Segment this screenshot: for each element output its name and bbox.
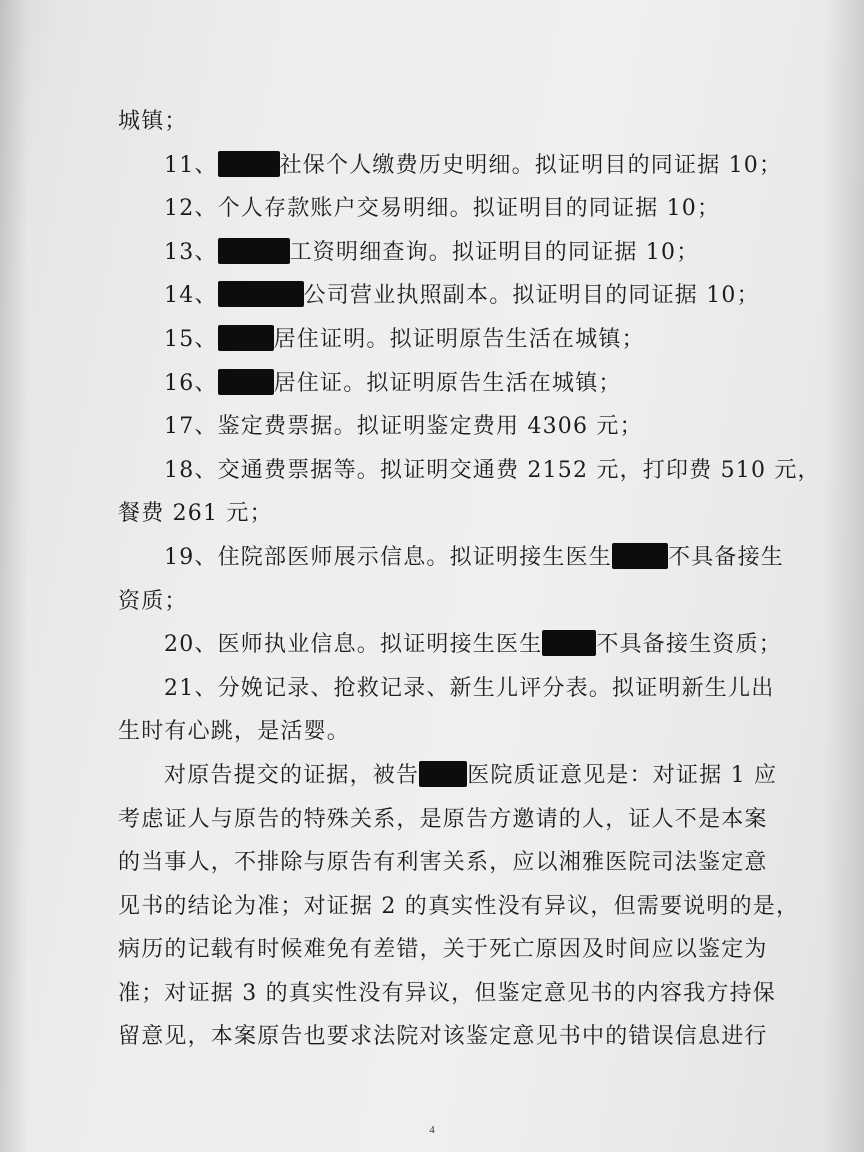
text-line	[118, 100, 798, 144]
page-number: 4	[429, 1124, 435, 1136]
text-line	[118, 449, 821, 493]
line-text: 餐费 261 元；	[118, 501, 273, 527]
line-text: 18、交通费票据等。拟证明交通费 2152 元，打印费 510 元，	[164, 457, 821, 483]
line-text: 考虑证人与原告的特殊关系，是原告方邀请的人，证人不是本案	[118, 806, 768, 832]
line-text: 城镇；	[118, 109, 188, 134]
line-text: 生时有心跳，是活婴。	[118, 719, 351, 745]
text-line	[118, 710, 798, 754]
text-line	[118, 492, 798, 536]
text-line	[118, 536, 798, 580]
text-line	[118, 580, 798, 624]
text-line	[118, 362, 798, 406]
text-line	[118, 623, 798, 667]
page-shadow-right	[824, 0, 864, 1152]
page-shadow-left	[0, 0, 28, 1152]
line-text: 14、	[164, 283, 218, 309]
line-text: 20、医师执业信息。拟证明接生医生	[164, 632, 543, 658]
line-text: 留意见，本案原告也要求法院对该鉴定意见书中的错误信息进行	[118, 1024, 768, 1050]
line-text: 11、	[164, 152, 218, 178]
redaction-box	[218, 369, 274, 395]
redaction-box	[419, 761, 467, 787]
redaction-box	[218, 325, 274, 351]
line-text: 21、分娩记录、抢救记录、新生儿评分表。拟证明新生儿出	[164, 675, 775, 701]
redaction-box	[218, 238, 290, 264]
line-text: 的当事人，不排除与原告有利害关系，应以湘雅医院司法鉴定意	[118, 850, 768, 876]
text-line	[118, 274, 798, 318]
line-text: 12、个人存款账户交易明细。拟证明目的同证据 10；	[164, 196, 721, 222]
line-text: 病历的记载有时候难免有差错，关于死亡原因及时间应以鉴定为	[118, 937, 768, 963]
redaction-box	[218, 151, 280, 177]
line-text: 17、鉴定费票据。拟证明鉴定费用 4306 元；	[164, 414, 643, 440]
line-text: 不具备接生	[668, 544, 785, 570]
text-line	[118, 798, 798, 842]
line-text: 医院质证意见是：对证据 1 应	[467, 762, 778, 788]
text-line	[118, 187, 798, 231]
line-text: 对原告提交的证据，被告	[164, 762, 420, 788]
line-text: 社保个人缴费历史明细。拟证明目的同证据 10；	[279, 152, 783, 178]
text-line	[118, 754, 798, 798]
line-text: 公司营业执照副本。拟证明目的同证据 10；	[303, 283, 760, 309]
line-text: 不具备接生资质；	[596, 632, 783, 658]
body-text	[118, 100, 821, 1059]
redaction-box	[612, 543, 668, 569]
text-line	[118, 231, 798, 275]
text-line	[118, 972, 798, 1016]
text-line	[118, 405, 798, 449]
line-text: 见书的结论为准；对证据 2 的真实性没有异议，但需要说明的是，	[118, 893, 800, 919]
line-text: 资质；	[118, 588, 188, 614]
line-text: 16、	[164, 370, 218, 396]
text-line	[118, 841, 798, 885]
line-text: 准；对证据 3 的真实性没有异议，但鉴定意见书的内容我方持保	[118, 980, 776, 1006]
text-line	[118, 318, 798, 362]
line-text: 19、住院部医师展示信息。拟证明接生医生	[164, 544, 612, 570]
line-text: 15、	[164, 326, 218, 352]
text-line	[118, 885, 798, 929]
text-line	[118, 928, 798, 972]
line-text: 居住证明。拟证明原告生活在城镇；	[273, 326, 645, 352]
line-text: 工资明细查询。拟证明目的同证据 10；	[289, 239, 700, 265]
line-text: 13、	[164, 239, 218, 265]
text-line	[118, 667, 798, 711]
text-line	[118, 1015, 798, 1059]
text-line	[118, 144, 798, 188]
line-text: 居住证。拟证明原告生活在城镇；	[273, 370, 622, 396]
redaction-box	[542, 630, 596, 656]
redaction-box	[218, 281, 304, 307]
